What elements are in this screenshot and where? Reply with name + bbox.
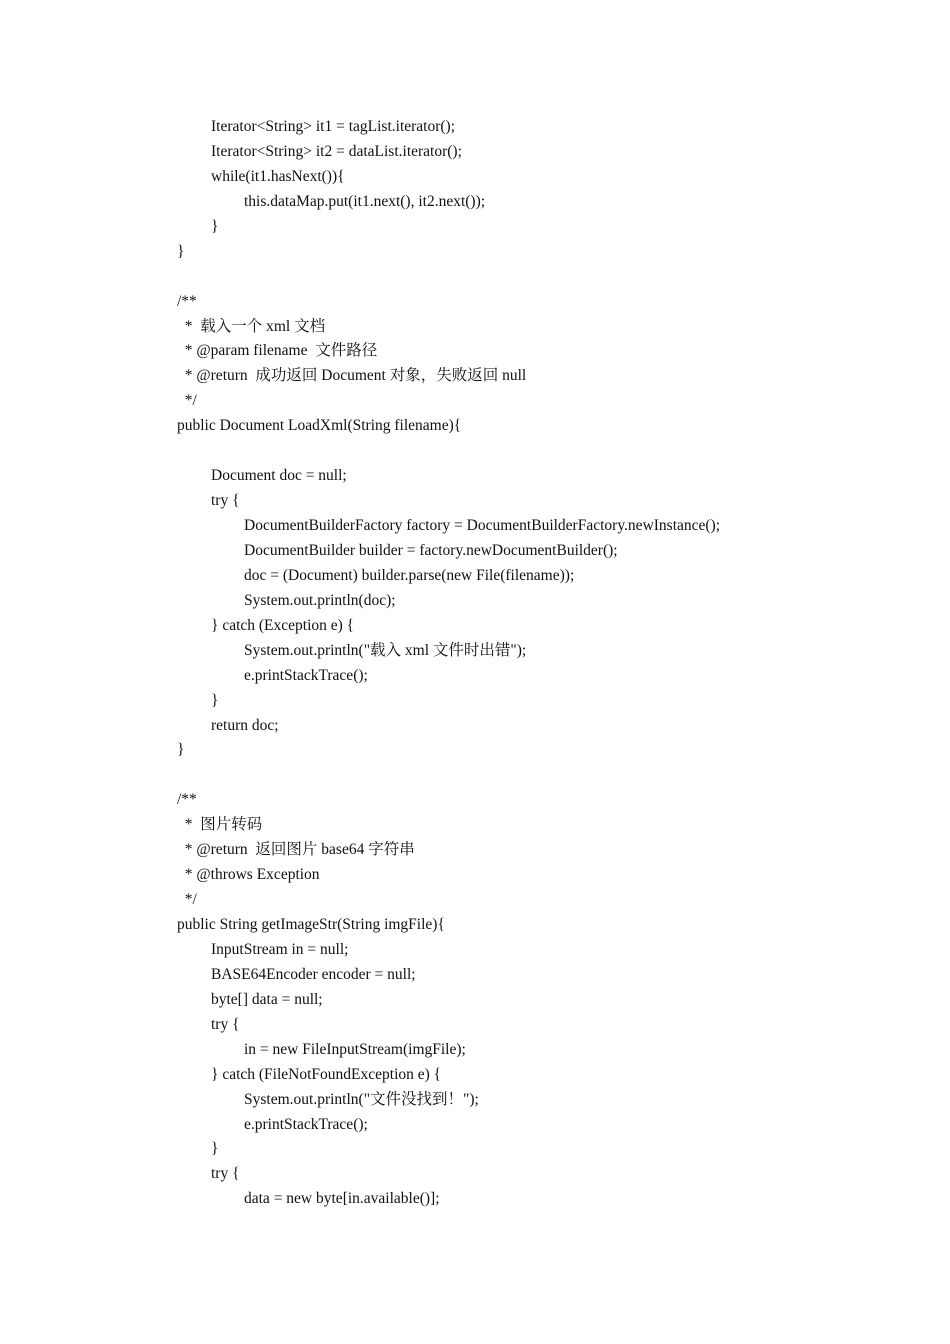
code-line: } [211, 217, 219, 235]
code-line: Document doc = null; [211, 467, 347, 485]
code-line: */ [177, 891, 197, 909]
code-line: DocumentBuilder builder = factory.newDocumentBuilder(); [244, 541, 618, 559]
code-line: * @return 成功返回 Document 对象，失败返回 null [177, 367, 527, 385]
code-line: try { [211, 492, 240, 510]
code-line: in = new FileInputStream(imgFile); [244, 1040, 466, 1058]
code-line: e.printStackTrace(); [244, 1115, 368, 1133]
code-listing [177, 115, 917, 1212]
code-line: while(it1.hasNext()){ [211, 167, 345, 185]
code-line: try { [211, 1165, 240, 1183]
code-line: * @throws Exception [177, 866, 320, 884]
code-line: /** [177, 292, 197, 310]
code-line: try { [211, 1015, 240, 1033]
code-line [177, 763, 917, 788]
code-line: } catch (FileNotFoundException e) { [211, 1065, 442, 1083]
code-line: System.out.println("文件没找到！"); [244, 1090, 479, 1108]
code-line: e.printStackTrace(); [244, 666, 368, 684]
code-line: } [177, 242, 185, 260]
code-line: } [211, 691, 219, 709]
code-line: return doc; [211, 716, 279, 734]
code-line: byte[] data = null; [211, 990, 323, 1008]
code-line: doc = (Document) builder.parse(new File(filename)); [244, 566, 575, 584]
code-line: public String getImageStr(String imgFile){ [177, 916, 445, 933]
code-line: DocumentBuilderFactory factory = DocumentBuilderFactory.newInstance(); [244, 517, 721, 534]
code-line: * @param filename 文件路径 [177, 342, 378, 360]
code-line: */ [177, 392, 197, 410]
code-line: public Document LoadXml(String filename){ [177, 417, 462, 435]
code-line [177, 439, 917, 464]
code-line: * 载入一个 xml 文档 [177, 317, 326, 335]
code-line: } [211, 1140, 219, 1158]
code-line: System.out.println("载入 xml 文件时出错"); [244, 641, 527, 659]
code-line [177, 265, 917, 290]
code-line: /** [177, 791, 197, 809]
code-line: InputStream in = null; [211, 940, 349, 958]
code-line: System.out.println(doc); [244, 591, 396, 609]
code-line: * @return 返回图片 base64 字符串 [177, 841, 415, 859]
code-line: data = new byte[in.available()]; [244, 1190, 440, 1208]
code-line: BASE64Encoder encoder = null; [211, 965, 416, 983]
code-line: } catch (Exception e) { [211, 616, 355, 634]
code-line: } [177, 741, 185, 759]
code-line: * 图片转码 [177, 816, 263, 834]
code-line: this.dataMap.put(it1.next(), it2.next()); [244, 192, 486, 210]
code-line: Iterator<String> it2 = dataList.iterator(); [211, 142, 462, 160]
code-line: Iterator<String> it1 = tagList.iterator(); [211, 118, 456, 135]
